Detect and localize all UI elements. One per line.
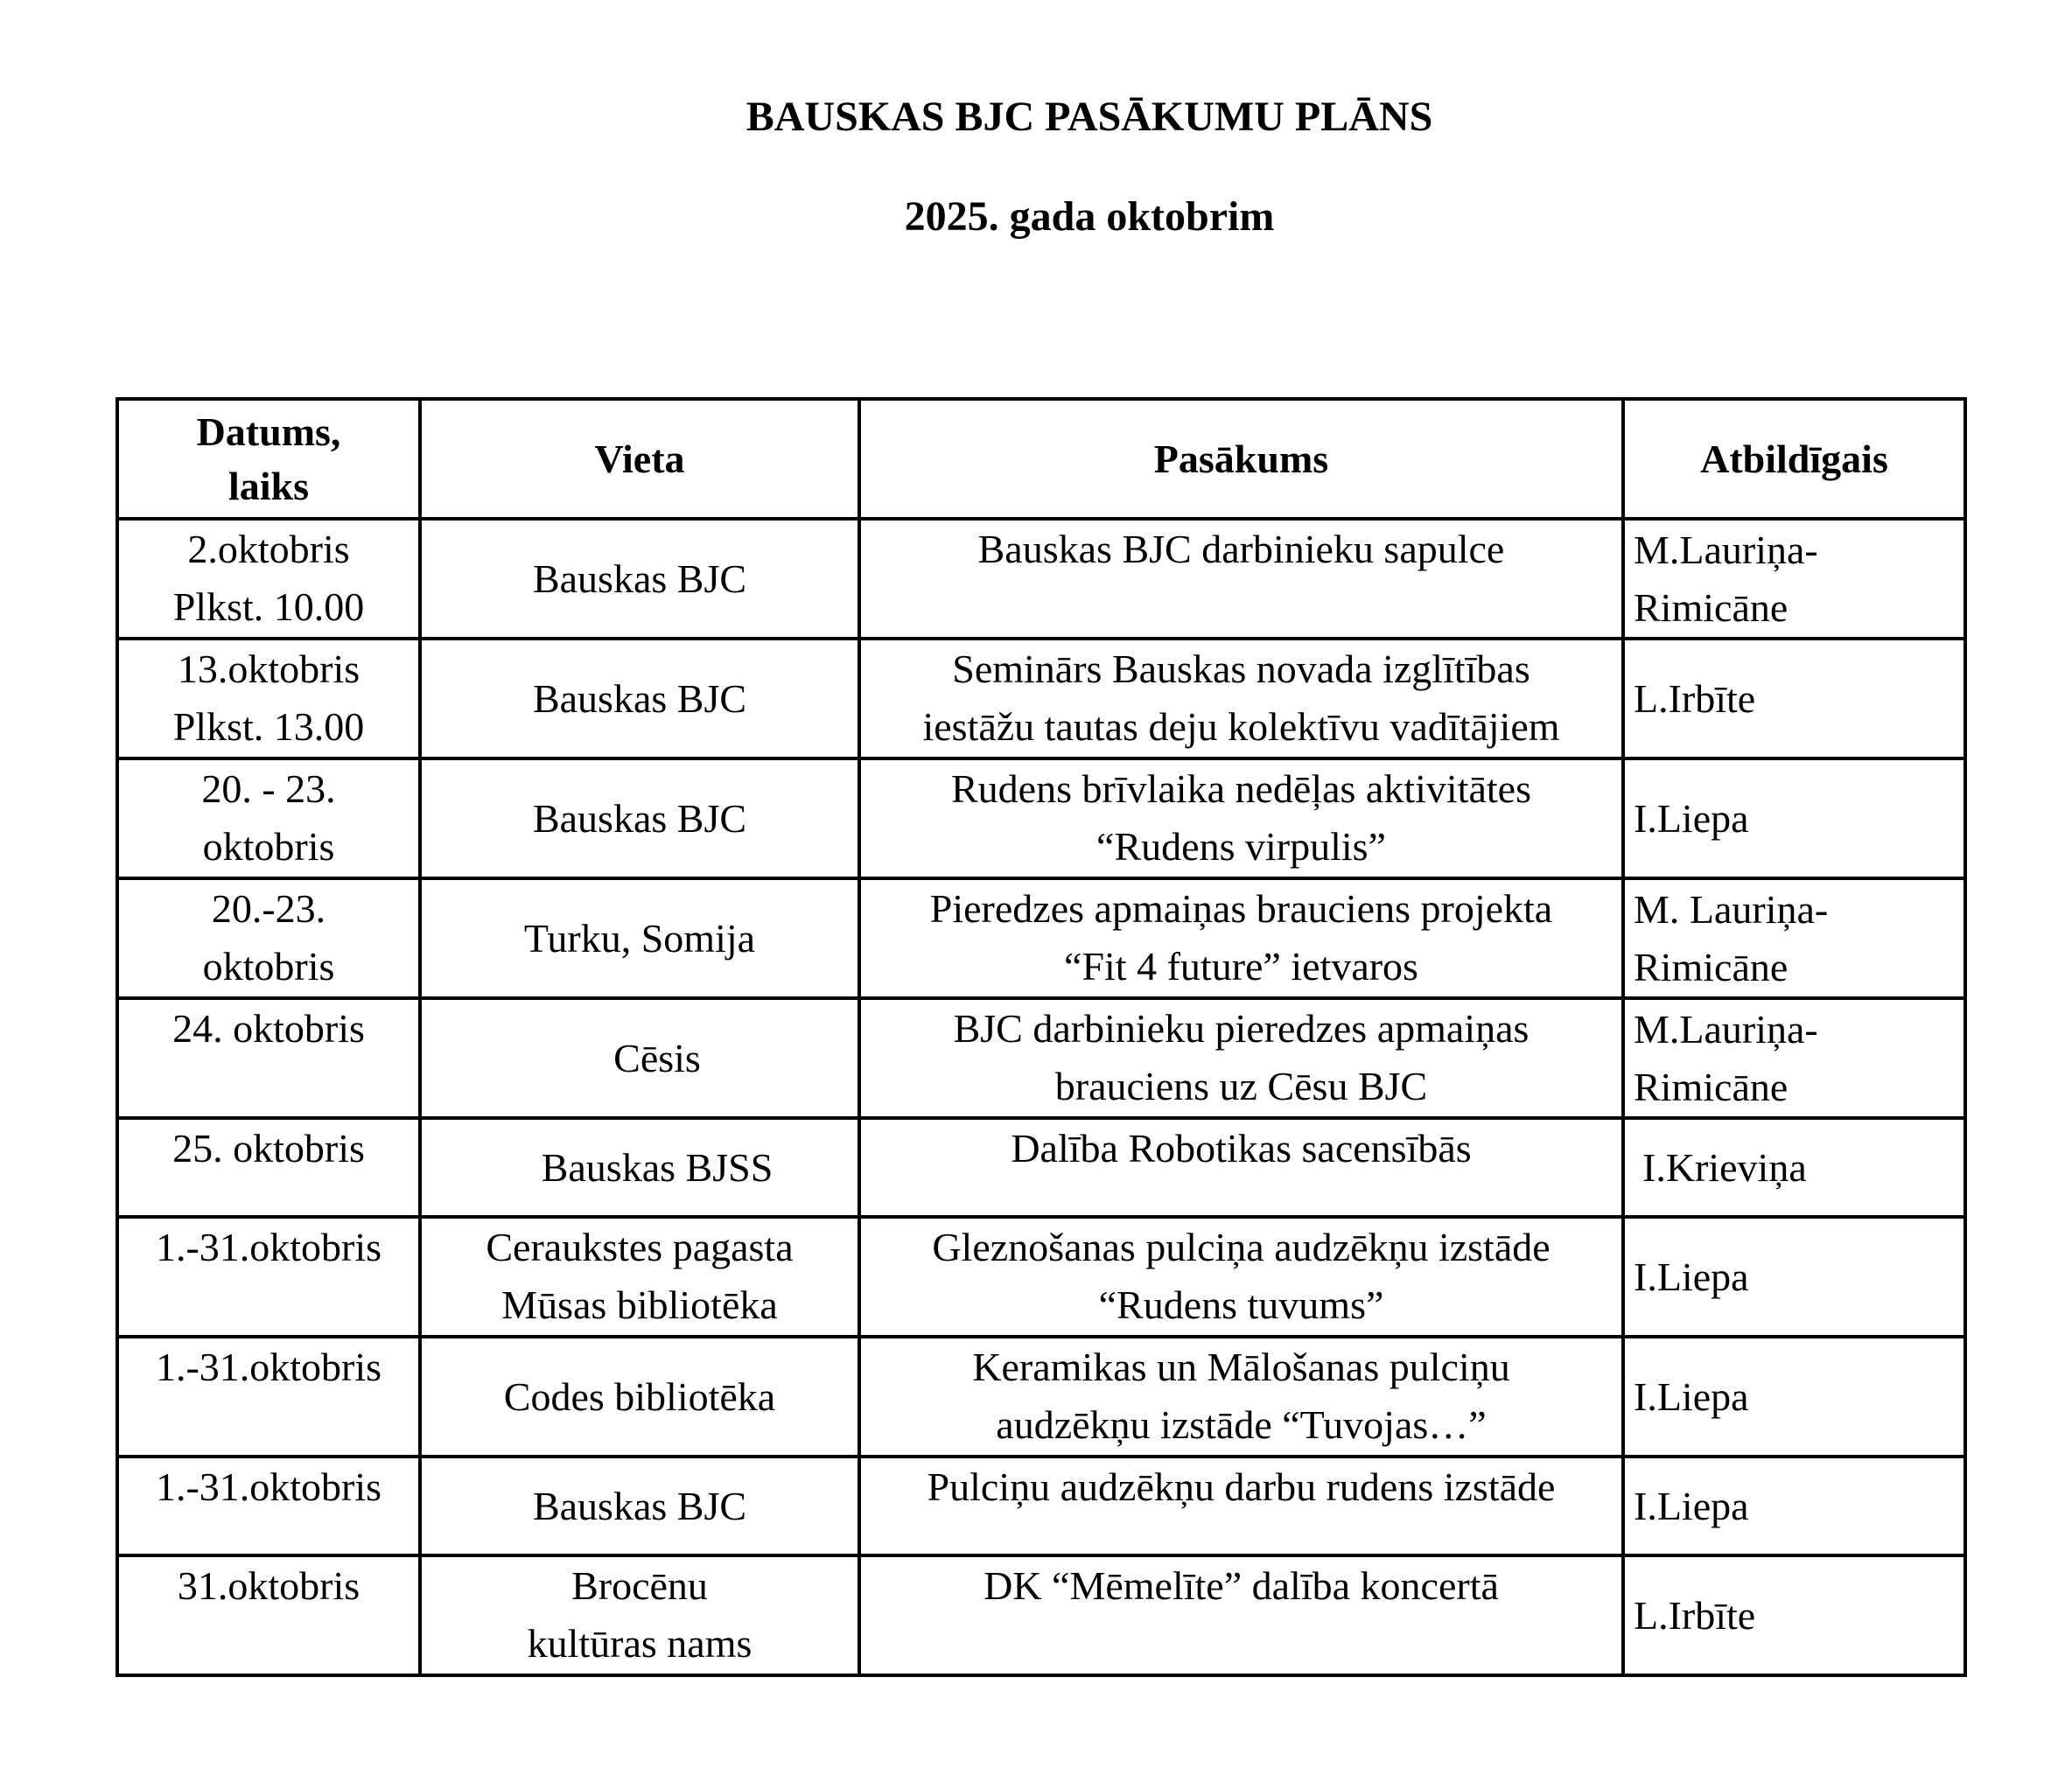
- event-text: DK “Mēmelīte” dalība koncertā: [984, 1563, 1499, 1608]
- event-text: Rudens brīvlaika nedēļas aktivitātes “Rudens virpulis”: [951, 766, 1531, 869]
- place-cell: [420, 878, 859, 998]
- header-place: [420, 399, 859, 519]
- event-cell: [859, 998, 1623, 1118]
- responsible-text: I.Liepa: [1634, 1483, 1749, 1528]
- responsible-cell: [1623, 1118, 1965, 1217]
- table-row: [117, 878, 1965, 998]
- date-cell: [117, 1457, 420, 1555]
- table-row: [117, 1457, 1965, 1555]
- date-cell: [117, 1337, 420, 1457]
- date-cell: [117, 1118, 420, 1217]
- header-event-label: Pasākums: [1153, 436, 1329, 481]
- responsible-text: L.Irbīte: [1634, 675, 1756, 721]
- date-text: 20. - 23. oktobris: [201, 766, 336, 869]
- event-text: Keramikas un Mālošanas pulciņu audzēkņu izstāde “Tuvojas…”: [972, 1345, 1510, 1447]
- event-text: Seminārs Bauskas novada izglītības iestāžu tautas deju kolektīvu vadītājiem: [922, 646, 1560, 749]
- table-row: [117, 1337, 1965, 1457]
- responsible-cell: [1623, 519, 1965, 639]
- place-text: Bauskas BJC: [532, 1483, 747, 1528]
- date-cell: [117, 998, 420, 1118]
- place-cell: [420, 1457, 859, 1555]
- header-responsible: [1623, 399, 1965, 519]
- place-text: Turku, Somija: [523, 915, 756, 961]
- date-cell: [117, 519, 420, 639]
- date-cell: [117, 639, 420, 758]
- responsible-text: I.Krieviņa: [1642, 1144, 1807, 1190]
- responsible-cell: [1623, 1337, 1965, 1457]
- header-date-time-label: Datums, laiks: [196, 409, 341, 508]
- table-row: [117, 519, 1965, 639]
- table-row: [117, 758, 1965, 878]
- table-row: [117, 998, 1965, 1118]
- place-cell: [420, 1217, 859, 1337]
- event-cell: [859, 1118, 1623, 1217]
- event-cell: [859, 1337, 1623, 1457]
- date-text: 2.oktobris Plkst. 10.00: [172, 527, 365, 629]
- responsible-text: I.Liepa: [1634, 1373, 1749, 1419]
- events-table: [116, 397, 1967, 1677]
- place-text: Brocēnu kultūras nams: [527, 1563, 752, 1666]
- place-text: Ceraukstes pagasta Mūsas bibliotēka: [486, 1225, 794, 1327]
- event-text: Pieredzes apmaiņas brauciens projekta “Fit 4 future” ietvaros: [929, 886, 1553, 989]
- date-cell: [117, 758, 420, 878]
- table-row: [117, 1118, 1965, 1217]
- responsible-text: I.Liepa: [1634, 1254, 1749, 1299]
- place-cell: [420, 1337, 859, 1457]
- table-row: [117, 639, 1965, 758]
- place-text: Bauskas BJSS: [541, 1144, 774, 1190]
- responsible-cell: [1623, 1217, 1965, 1337]
- place-cell: [420, 998, 859, 1118]
- date-text: 24. oktobris: [172, 1006, 365, 1051]
- header-date-time: [117, 399, 420, 519]
- event-text: Pulciņu audzēkņu darbu rudens izstāde: [927, 1464, 1556, 1509]
- responsible-text: M.Lauriņa- Rimicāne: [1634, 1006, 1818, 1109]
- event-text: Bauskas BJC darbinieku sapulce: [977, 527, 1505, 571]
- place-cell: [420, 519, 859, 639]
- date-text: 13.oktobris Plkst. 13.00: [172, 646, 365, 749]
- date-text: 20.-23. oktobris: [202, 886, 335, 989]
- event-text: BJC darbinieku pieredzes apmaiņas brauciens uz Cēsu BJC: [953, 1006, 1530, 1108]
- responsible-cell: [1623, 1555, 1965, 1675]
- date-text: 1.-31.oktobris: [155, 1464, 382, 1509]
- responsible-cell: [1623, 758, 1965, 878]
- date-text: 1.-31.oktobris: [155, 1225, 382, 1269]
- place-text: Codes bibliotēka: [503, 1373, 776, 1419]
- event-text: Gleznošanas pulciņa audzēkņu izstāde “Rudens tuvums”: [932, 1225, 1550, 1327]
- place-text: Bauskas BJC: [532, 795, 747, 841]
- table-row: [117, 1217, 1965, 1337]
- table-row: [117, 1555, 1965, 1675]
- responsible-text: M. Lauriņa- Rimicāne: [1634, 886, 1829, 989]
- responsible-text: I.Liepa: [1634, 795, 1749, 841]
- header-place-label: Vieta: [594, 436, 685, 481]
- responsible-cell: [1623, 998, 1965, 1118]
- responsible-text: L.Irbīte: [1634, 1592, 1756, 1638]
- event-cell: [859, 1217, 1623, 1337]
- event-text: Dalība Robotikas sacensībās: [1011, 1126, 1472, 1171]
- date-text: 25. oktobris: [172, 1126, 365, 1171]
- place-cell: [420, 1118, 859, 1217]
- responsible-cell: [1623, 1457, 1965, 1555]
- responsible-cell: [1623, 639, 1965, 758]
- table-header-row: [117, 399, 1965, 519]
- header-event: [859, 399, 1623, 519]
- event-cell: [859, 1457, 1623, 1555]
- document-subtitle: 2025. gada oktobrim: [904, 193, 1275, 240]
- place-text: Bauskas BJC: [532, 675, 747, 721]
- place-cell: [420, 758, 859, 878]
- place-cell: [420, 639, 859, 758]
- place-text: Cēsis: [613, 1035, 701, 1080]
- place-text: Bauskas BJC: [532, 556, 747, 601]
- responsible-cell: [1623, 878, 1965, 998]
- event-cell: [859, 878, 1623, 998]
- place-cell: [420, 1555, 859, 1675]
- responsible-text: M.Lauriņa- Rimicāne: [1634, 527, 1818, 630]
- event-cell: [859, 758, 1623, 878]
- date-cell: [117, 878, 420, 998]
- date-text: 31.oktobris: [177, 1563, 360, 1608]
- header-responsible-label: Atbildīgais: [1700, 436, 1888, 481]
- event-cell: [859, 1555, 1623, 1675]
- event-cell: [859, 519, 1623, 639]
- date-text: 1.-31.oktobris: [155, 1345, 382, 1389]
- date-cell: [117, 1555, 420, 1675]
- document-title: BAUSKAS BJC PASĀKUMU PLĀNS: [746, 94, 1433, 140]
- event-cell: [859, 639, 1623, 758]
- date-cell: [117, 1217, 420, 1337]
